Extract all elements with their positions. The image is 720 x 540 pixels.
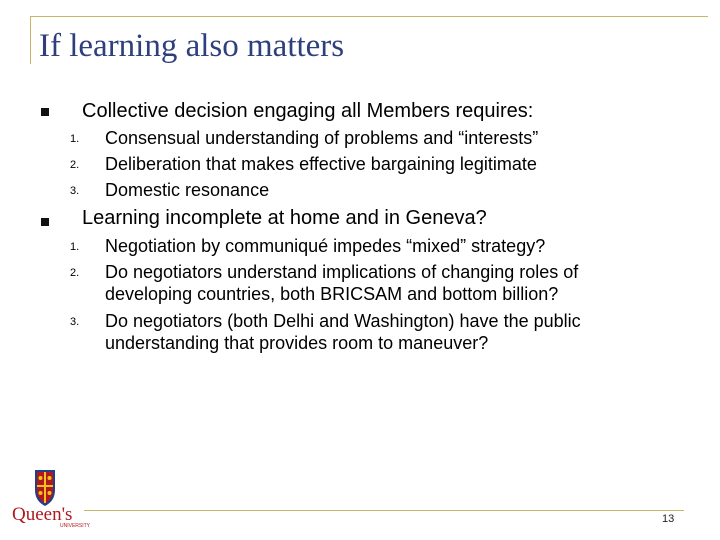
sub-item-text: Do negotiators (both Delhi and Washington) have the public [105, 311, 581, 331]
sub-item-number: 1. [70, 241, 80, 253]
sub-item-text: Domestic resonance [105, 180, 270, 200]
sub-item-text: Negotiation by communiqué impedes “mixed” strategy? [105, 236, 546, 256]
page-number: 13 [662, 513, 675, 525]
sub-item-text: Deliberation that makes effective bargaining legitimate [105, 154, 537, 174]
sub-item-text-continuation: developing countries, both BRICSAM and bottom billion? [105, 284, 559, 304]
svg-text:UNIVERSITY: UNIVERSITY [60, 523, 90, 529]
bullet-2-text: Learning incomplete at home and in Geneva? [82, 207, 487, 229]
title-frame-top-rule [30, 16, 708, 17]
bullet-square-icon [41, 108, 49, 116]
sub-item-text: Consensual understanding of problems and “interests” [105, 128, 539, 148]
svg-text:Queen's: Queen's [12, 504, 73, 525]
sub-item-number: 3. [70, 316, 80, 328]
title-frame-left-rule [30, 16, 31, 64]
footer-rule [84, 510, 684, 511]
sub-item-text-continuation: understanding that provides room to maneuver? [105, 333, 489, 353]
queens-university-logo [10, 468, 90, 530]
bullet-square-icon [41, 218, 49, 226]
queens-crest-icon [10, 468, 90, 530]
slide-title: If learning also matters [39, 28, 345, 64]
sub-item-number: 2. [70, 159, 80, 171]
sub-item-number: 3. [70, 185, 80, 197]
bullet-1-text: Collective decision engaging all Members requires: [82, 100, 534, 122]
sub-item-number: 1. [70, 133, 80, 145]
sub-item-text: Do negotiators understand implications of changing roles of [105, 262, 579, 282]
sub-item-number: 2. [70, 267, 80, 279]
